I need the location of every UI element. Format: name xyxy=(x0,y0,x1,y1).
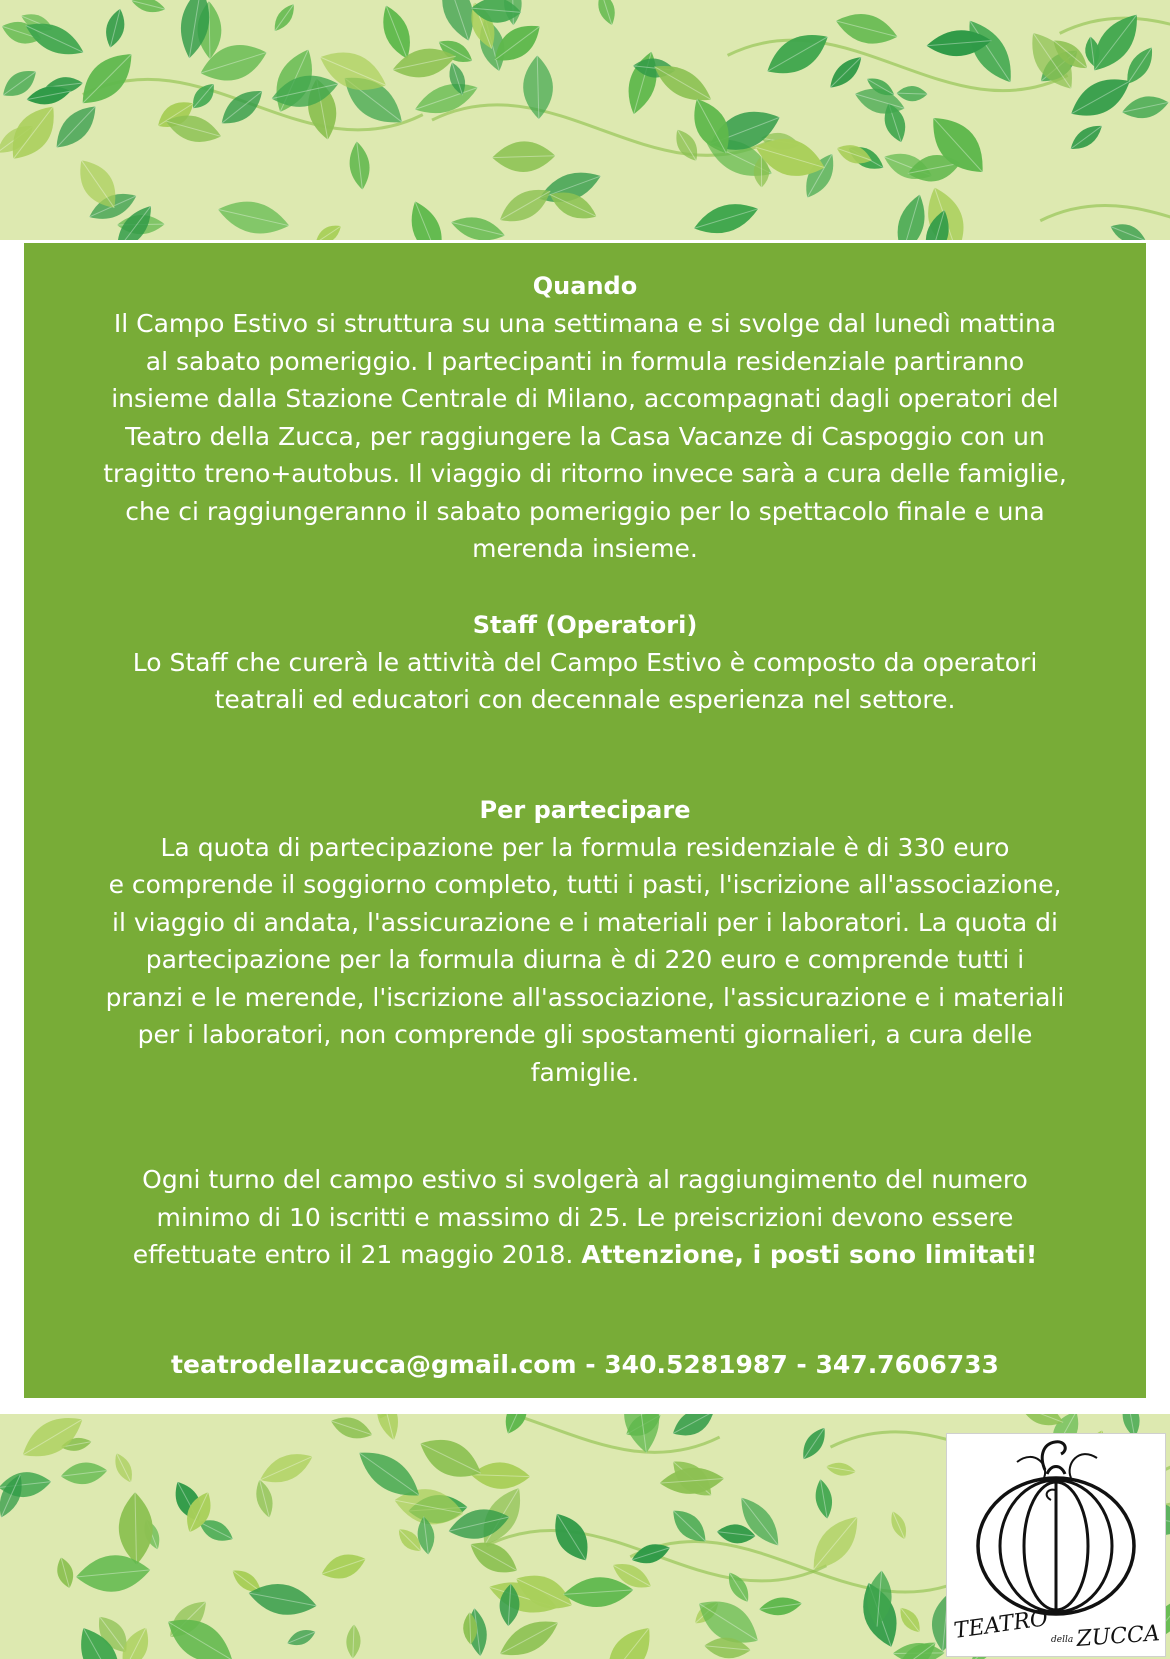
leaf-decoration-top xyxy=(0,0,1170,240)
logo-text-della: della xyxy=(1051,1635,1074,1645)
turni-line: Ogni turno del campo estivo si svolgerà al raggiungimento del numero xyxy=(142,1165,1028,1194)
section-title-staff: Staff (Operatori) xyxy=(472,610,698,639)
pumpkin-logo-icon xyxy=(947,1434,1165,1656)
vine-stem xyxy=(630,1541,970,1592)
contact-line: teatrodellazucca@gmail.com - 340.5281987 - 347.7606733 xyxy=(171,1349,999,1379)
leaf-shape xyxy=(312,220,345,240)
turni-deadline-text: effettuate entro il 21 maggio 2018. xyxy=(132,1240,582,1269)
section-title-quando: Quando xyxy=(532,272,638,300)
partecipare-line: per i laboratori, non comprende gli spostamenti giornalieri, a cura delle xyxy=(137,1020,1033,1049)
quando-line: al sabato pomeriggio. I partecipanti in formula residenziale partiranno xyxy=(145,346,1025,376)
leaf-pattern-top xyxy=(0,0,1170,240)
leaf-shape xyxy=(668,1414,720,1443)
quando-line: che ci raggiungeranno il sabato pomeriggio per lo spettacolo finale e una xyxy=(125,496,1045,526)
limited-places-warning: Attenzione, i posti sono limitati! xyxy=(581,1240,1038,1269)
logo-text-teatro: TEATRO xyxy=(952,1606,1050,1644)
partecipare-line: partecipazione per la formula diurna è di 220 euro e comprende tutti i xyxy=(145,945,1025,974)
info-content xyxy=(24,267,1146,1383)
turni-last-line xyxy=(24,1236,1146,1274)
teatro-della-zucca-logo xyxy=(946,1433,1166,1657)
staff-line: Lo Staff che curerà le attività del Campo Estivo è composto da operatori xyxy=(132,647,1038,677)
section-title-partecipare: Per partecipare xyxy=(479,795,691,824)
logo-text-zucca: ZUCCA xyxy=(1075,1621,1161,1652)
leaf-shape xyxy=(891,191,932,240)
vine-stem xyxy=(1040,205,1170,240)
quando-line: tragitto treno+autobus. Il viaggio di ritorno invece sarà a cura delle famiglie, xyxy=(103,459,1067,488)
partecipare-line: il viaggio di andata, l'assicurazione e i materiali per i laboratori. La quota di xyxy=(112,907,1058,937)
staff-line: teatrali ed educatori con decennale esperienza nel settore. xyxy=(214,685,956,714)
leaf-shape xyxy=(372,1414,403,1443)
partecipare-line: La quota di partecipazione per la formula residenziale è di 330 euro xyxy=(160,832,1010,862)
quando-line: merenda insieme. xyxy=(472,534,698,563)
quando-line: Teatro della Zucca, per raggiungere la Casa Vacanze di Caspoggio con un xyxy=(125,421,1045,451)
leaf-shape xyxy=(448,212,507,240)
leaf-shape xyxy=(594,0,619,27)
quando-line: Il Campo Estivo si struttura su una settimana e si svolge dal lunedì mattina xyxy=(113,309,1057,338)
info-panel xyxy=(24,243,1146,1398)
leaf-shape xyxy=(499,1414,532,1438)
partecipare-line: pranzi e le merende, l'iscrizione all'associazione, l'assicurazione e i materiali xyxy=(105,982,1065,1012)
quando-line: insieme dalla Stazione Centrale di Milano, accompagnati dagli operatori del xyxy=(111,384,1059,413)
partecipare-line: e comprende il soggiorno completo, tutti i pasti, l'iscrizione all'associazione, xyxy=(108,870,1062,899)
leaf-vein xyxy=(830,57,861,88)
leaf-shape xyxy=(328,1414,376,1444)
leaf-shape xyxy=(1107,219,1148,240)
partecipare-line: famiglie. xyxy=(530,1057,640,1087)
turni-line: minimo di 10 iscritti e massimo di 25. Le preiscrizioni devono essere xyxy=(156,1202,1014,1232)
leaf-shape xyxy=(403,196,451,240)
